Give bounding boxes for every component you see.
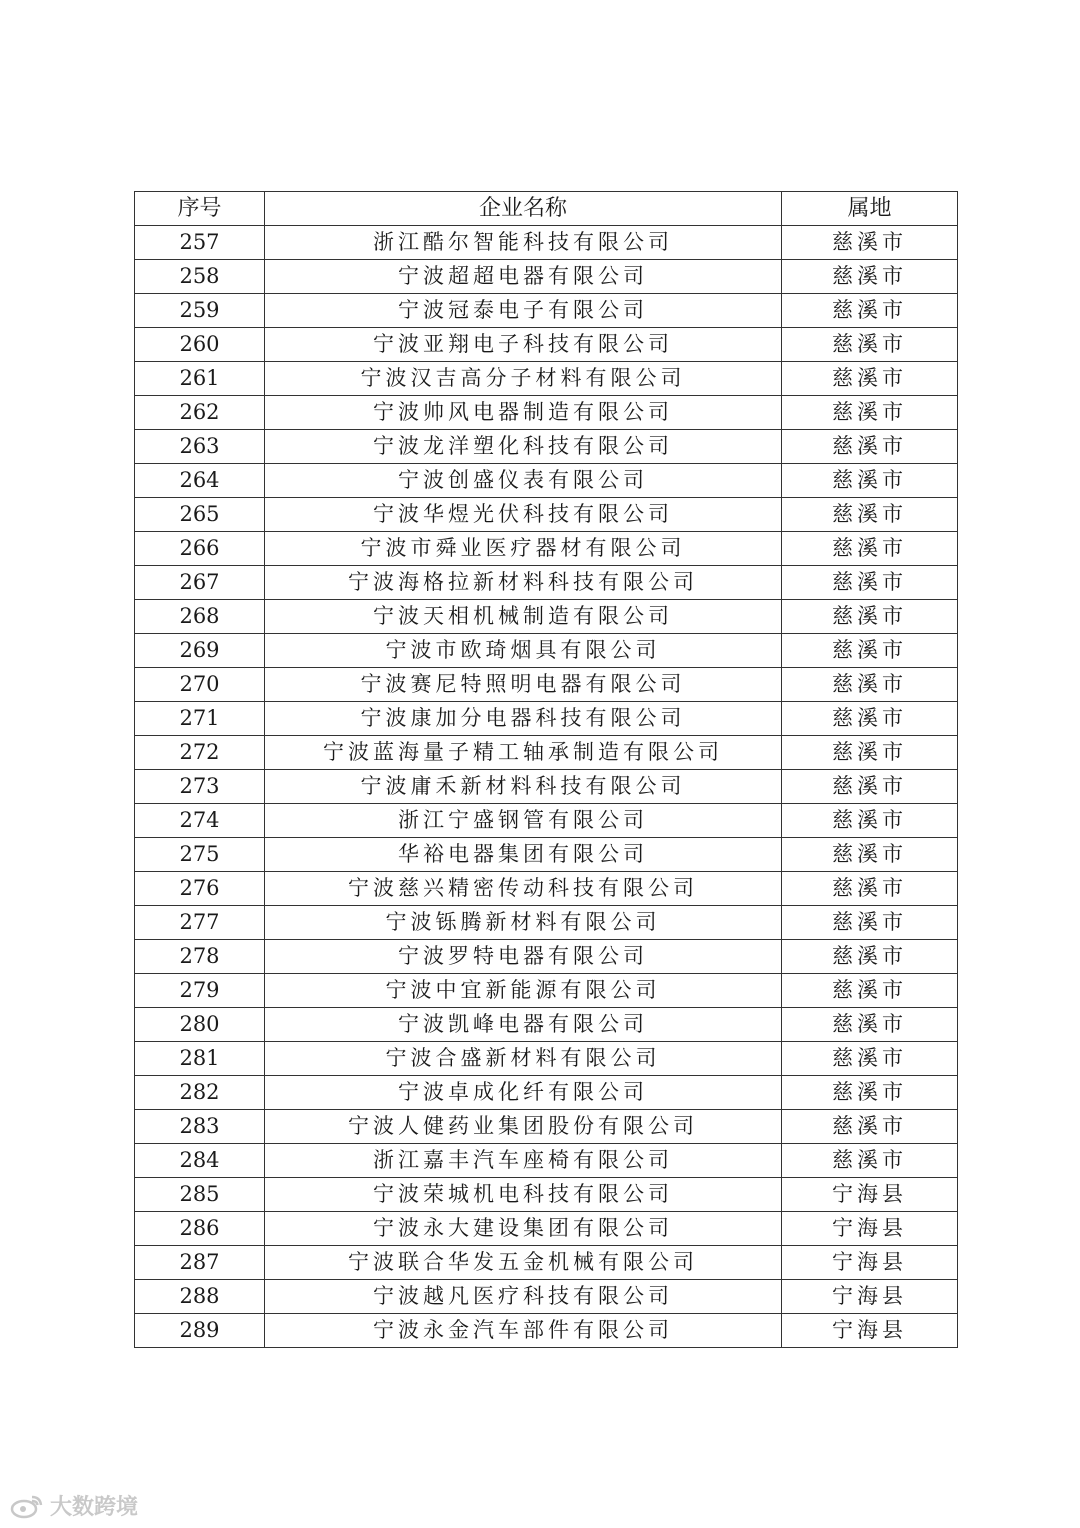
table-row xyxy=(135,770,958,804)
table-body xyxy=(135,226,958,1348)
row-location: 慈溪市 xyxy=(782,838,958,872)
table-row xyxy=(135,498,958,532)
row-location: 慈溪市 xyxy=(782,600,958,634)
table-row xyxy=(135,328,958,362)
table-row xyxy=(135,668,958,702)
watermark xyxy=(10,1490,138,1521)
header-index: 序号 xyxy=(135,192,265,226)
row-location: 宁海县 xyxy=(782,1246,958,1280)
row-location: 慈溪市 xyxy=(782,702,958,736)
row-location: 慈溪市 xyxy=(782,430,958,464)
row-index: 272 xyxy=(135,736,265,770)
row-index: 279 xyxy=(135,974,265,1008)
row-index: 257 xyxy=(135,226,265,260)
table-row xyxy=(135,430,958,464)
row-index: 274 xyxy=(135,804,265,838)
row-location: 慈溪市 xyxy=(782,260,958,294)
table-row xyxy=(135,294,958,328)
row-location: 宁海县 xyxy=(782,1212,958,1246)
row-location: 慈溪市 xyxy=(782,1076,958,1110)
table-row xyxy=(135,1042,958,1076)
row-company-name: 宁波创盛仪表有限公司 xyxy=(265,464,782,498)
row-location: 慈溪市 xyxy=(782,974,958,1008)
table-row xyxy=(135,566,958,600)
row-company-name: 宁波永金汽车部件有限公司 xyxy=(265,1314,782,1348)
row-index: 280 xyxy=(135,1008,265,1042)
row-company-name: 宁波超超电器有限公司 xyxy=(265,260,782,294)
row-index: 284 xyxy=(135,1144,265,1178)
row-location: 慈溪市 xyxy=(782,226,958,260)
row-company-name: 宁波铄腾新材料有限公司 xyxy=(265,906,782,940)
row-company-name: 宁波卓成化纤有限公司 xyxy=(265,1076,782,1110)
row-location: 慈溪市 xyxy=(782,804,958,838)
row-index: 273 xyxy=(135,770,265,804)
row-index: 268 xyxy=(135,600,265,634)
row-index: 261 xyxy=(135,362,265,396)
table-row xyxy=(135,906,958,940)
table-row xyxy=(135,1144,958,1178)
row-location: 慈溪市 xyxy=(782,940,958,974)
row-company-name: 宁波龙洋塑化科技有限公司 xyxy=(265,430,782,464)
row-company-name: 华裕电器集团有限公司 xyxy=(265,838,782,872)
row-company-name: 宁波海格拉新材料科技有限公司 xyxy=(265,566,782,600)
table-row xyxy=(135,974,958,1008)
row-index: 259 xyxy=(135,294,265,328)
row-index: 276 xyxy=(135,872,265,906)
row-company-name: 宁波凯峰电器有限公司 xyxy=(265,1008,782,1042)
row-company-name: 宁波越凡医疗科技有限公司 xyxy=(265,1280,782,1314)
row-company-name: 宁波冠泰电子有限公司 xyxy=(265,294,782,328)
table-row xyxy=(135,260,958,294)
row-company-name: 宁波蓝海量子精工轴承制造有限公司 xyxy=(265,736,782,770)
row-location: 慈溪市 xyxy=(782,1144,958,1178)
row-location: 慈溪市 xyxy=(782,872,958,906)
table-row xyxy=(135,1178,958,1212)
table-row xyxy=(135,940,958,974)
row-company-name: 浙江嘉丰汽车座椅有限公司 xyxy=(265,1144,782,1178)
row-company-name: 宁波罗特电器有限公司 xyxy=(265,940,782,974)
table-row xyxy=(135,396,958,430)
row-location: 慈溪市 xyxy=(782,498,958,532)
row-index: 265 xyxy=(135,498,265,532)
row-location: 慈溪市 xyxy=(782,566,958,600)
row-location: 慈溪市 xyxy=(782,1008,958,1042)
weibo-logo-icon xyxy=(10,1493,44,1519)
row-location: 宁海县 xyxy=(782,1280,958,1314)
table-row xyxy=(135,1076,958,1110)
row-index: 278 xyxy=(135,940,265,974)
row-company-name: 宁波联合华发五金机械有限公司 xyxy=(265,1246,782,1280)
company-list-table xyxy=(134,191,958,1348)
row-index: 260 xyxy=(135,328,265,362)
table-row xyxy=(135,838,958,872)
table-row xyxy=(135,362,958,396)
row-company-name: 宁波帅风电器制造有限公司 xyxy=(265,396,782,430)
row-company-name: 宁波康加分电器科技有限公司 xyxy=(265,702,782,736)
header-company-name: 企业名称 xyxy=(265,192,782,226)
row-index: 282 xyxy=(135,1076,265,1110)
row-location: 慈溪市 xyxy=(782,1042,958,1076)
table-row xyxy=(135,464,958,498)
row-index: 286 xyxy=(135,1212,265,1246)
row-company-name: 宁波市欧琦烟具有限公司 xyxy=(265,634,782,668)
row-index: 281 xyxy=(135,1042,265,1076)
row-index: 277 xyxy=(135,906,265,940)
row-index: 266 xyxy=(135,532,265,566)
table-row xyxy=(135,226,958,260)
row-location: 宁海县 xyxy=(782,1178,958,1212)
table-row xyxy=(135,1008,958,1042)
row-location: 慈溪市 xyxy=(782,1110,958,1144)
table-row xyxy=(135,1246,958,1280)
row-company-name: 浙江宁盛钢管有限公司 xyxy=(265,804,782,838)
row-index: 267 xyxy=(135,566,265,600)
company-list-table-container xyxy=(134,191,958,1348)
table-row xyxy=(135,1314,958,1348)
row-company-name: 浙江酷尔智能科技有限公司 xyxy=(265,226,782,260)
row-location: 慈溪市 xyxy=(782,362,958,396)
row-index: 283 xyxy=(135,1110,265,1144)
row-company-name: 宁波庸禾新材料科技有限公司 xyxy=(265,770,782,804)
row-index: 285 xyxy=(135,1178,265,1212)
row-location: 慈溪市 xyxy=(782,396,958,430)
row-index: 263 xyxy=(135,430,265,464)
row-location: 慈溪市 xyxy=(782,770,958,804)
row-company-name: 宁波亚翔电子科技有限公司 xyxy=(265,328,782,362)
row-company-name: 宁波天相机械制造有限公司 xyxy=(265,600,782,634)
row-company-name: 宁波市舜业医疗器材有限公司 xyxy=(265,532,782,566)
row-location: 慈溪市 xyxy=(782,464,958,498)
row-company-name: 宁波华煜光伏科技有限公司 xyxy=(265,498,782,532)
table-row xyxy=(135,1212,958,1246)
row-index: 258 xyxy=(135,260,265,294)
row-location: 慈溪市 xyxy=(782,328,958,362)
row-company-name: 宁波赛尼特照明电器有限公司 xyxy=(265,668,782,702)
table-row xyxy=(135,702,958,736)
table-row xyxy=(135,634,958,668)
row-index: 269 xyxy=(135,634,265,668)
row-company-name: 宁波慈兴精密传动科技有限公司 xyxy=(265,872,782,906)
row-index: 289 xyxy=(135,1314,265,1348)
table-row xyxy=(135,872,958,906)
row-location: 慈溪市 xyxy=(782,532,958,566)
table-row xyxy=(135,1110,958,1144)
table-row xyxy=(135,1280,958,1314)
header-location: 属地 xyxy=(782,192,958,226)
watermark-text: 大数跨境 xyxy=(50,1495,139,1520)
row-company-name: 宁波永大建设集团有限公司 xyxy=(265,1212,782,1246)
row-location: 慈溪市 xyxy=(782,906,958,940)
table-header-row xyxy=(135,192,958,226)
row-company-name: 宁波人健药业集团股份有限公司 xyxy=(265,1110,782,1144)
row-company-name: 宁波合盛新材料有限公司 xyxy=(265,1042,782,1076)
row-index: 288 xyxy=(135,1280,265,1314)
table-row xyxy=(135,804,958,838)
row-company-name: 宁波荣城机电科技有限公司 xyxy=(265,1178,782,1212)
row-index: 287 xyxy=(135,1246,265,1280)
row-location: 宁海县 xyxy=(782,1314,958,1348)
table-row xyxy=(135,532,958,566)
row-index: 271 xyxy=(135,702,265,736)
row-location: 慈溪市 xyxy=(782,294,958,328)
row-location: 慈溪市 xyxy=(782,634,958,668)
row-index: 275 xyxy=(135,838,265,872)
row-location: 慈溪市 xyxy=(782,736,958,770)
row-index: 264 xyxy=(135,464,265,498)
row-company-name: 宁波中宜新能源有限公司 xyxy=(265,974,782,1008)
row-index: 262 xyxy=(135,396,265,430)
row-company-name: 宁波汉吉高分子材料有限公司 xyxy=(265,362,782,396)
row-index: 270 xyxy=(135,668,265,702)
table-row xyxy=(135,736,958,770)
table-row xyxy=(135,600,958,634)
row-location: 慈溪市 xyxy=(782,668,958,702)
